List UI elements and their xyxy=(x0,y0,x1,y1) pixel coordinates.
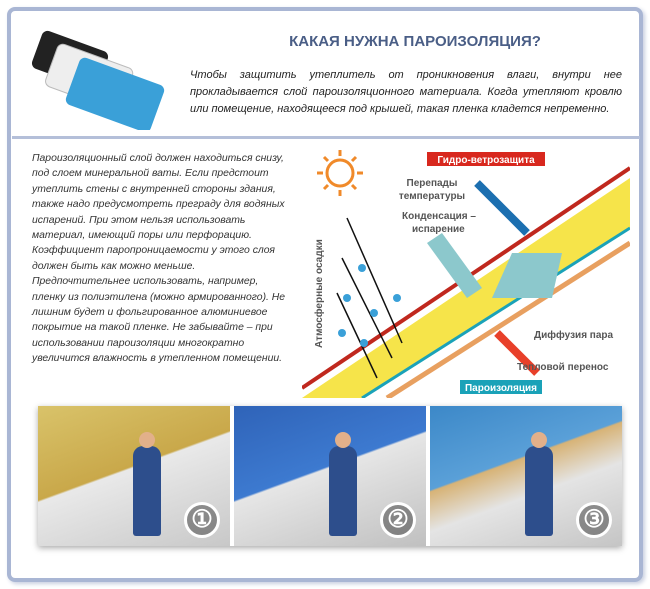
vapor-barrier-diagram xyxy=(302,148,630,398)
label-temp-1: Перепады xyxy=(406,178,458,189)
label-precipitation: Атмосферные осадки xyxy=(314,239,325,348)
body-text: Пароизоляционный слой должен находиться снизу, под слоем минеральной ваты. Если предстоит утеплить стены с внутренней стороны здания, также надо предусмотреть преграду для водяных испарений. При этом нельзя использовать материал, имеющий поры или перфорацию. Коэффициент паропроницаемости у этого слоя должен быть как можно меньше. Предпочтительнее использовать, например, пленку из полиэтилена (можно армированного). Не лишним будет и фольгированное алюминиевое покрытие на такой пленке. Не забывайте – при использовании пароизоляции многократно увеличится влажность в утепленном помещении. xyxy=(32,153,286,365)
step-number: ② xyxy=(380,502,416,538)
label-condensation-1: Конденсация – xyxy=(402,211,476,222)
label-vapor-barrier: Пароизоляция xyxy=(464,383,538,394)
intro-text: Чтобы защитить утеплитель от проникновения влаги, внутри нее прокладывается слой пароизоляционного материала. Когда утепляют кровлю или помещение, находящееся под крышей, такая пленка кладется непременно. xyxy=(190,69,622,115)
installation-steps xyxy=(38,406,622,546)
step-photo-3 xyxy=(430,406,622,546)
step-number: ① xyxy=(184,502,220,538)
label-heat-transfer: Тепловой перенос xyxy=(517,362,609,373)
label-diffusion: Диффузия пара xyxy=(534,330,614,341)
label-temp-2: температуры xyxy=(398,191,466,202)
step-photo-1 xyxy=(38,406,230,546)
membrane-rolls-image xyxy=(30,30,165,130)
step-photo-2 xyxy=(234,406,426,546)
step-number: ③ xyxy=(576,502,612,538)
diffusion-arrow xyxy=(492,253,562,298)
worker-figure xyxy=(329,446,357,536)
sun-icon xyxy=(317,150,363,196)
page-title: КАКАЯ НУЖНА ПАРОИЗОЛЯЦИЯ? xyxy=(289,33,541,50)
temperature-arrow xyxy=(477,183,527,233)
divider xyxy=(12,136,640,139)
worker-figure xyxy=(525,446,553,536)
label-wind-barrier: Гидро-ветрозащита xyxy=(437,155,535,166)
label-condensation-2: испарение xyxy=(412,224,465,235)
worker-figure xyxy=(133,446,161,536)
condensation-arrow xyxy=(427,233,482,298)
